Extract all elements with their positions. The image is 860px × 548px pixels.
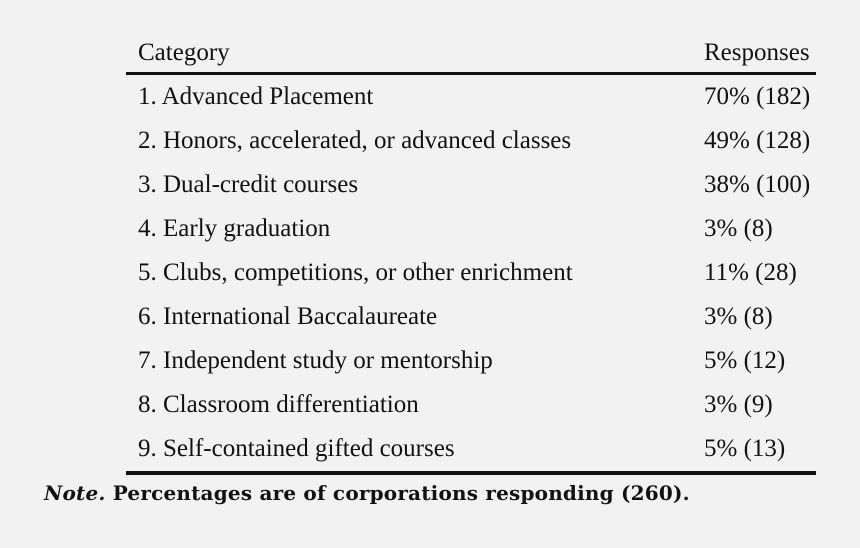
row-category: 7. Independent study or mentorship [138,347,493,374]
table-row [126,427,816,471]
table-note [44,481,690,505]
row-category: 4. Early graduation [138,215,331,242]
responses-table [126,30,816,475]
row-responses: 49% (128) [704,127,811,154]
table-row [126,251,816,295]
row-responses: 11% (28) [704,259,797,286]
table-row [126,295,816,339]
row-category: 9. Self-contained gifted courses [138,435,455,462]
row-responses: 38% (100) [704,171,811,198]
table-row [126,207,816,251]
row-category: 1. Advanced Placement [138,83,374,110]
row-responses: 3% (8) [704,303,773,330]
note-label: Note. [44,481,106,505]
table-row [126,163,816,207]
row-category: 3. Dual-credit courses [138,171,359,198]
header-category: Category [138,39,230,66]
table-row [126,383,816,427]
table-row [126,75,816,119]
header-responses: Responses [704,39,810,66]
table-header [126,30,816,75]
row-responses: 5% (13) [704,435,786,462]
table-row [126,119,816,163]
row-responses: 3% (9) [704,391,773,418]
table-row [126,339,816,383]
row-category: 6. International Baccalaureate [138,303,438,330]
row-category: 5. Clubs, competitions, or other enrichment [138,259,573,286]
row-responses: 5% (12) [704,347,786,374]
table-body [126,75,816,475]
note-text: Percentages are of corporations responding (260). [105,481,690,505]
row-responses: 3% (8) [704,215,773,242]
row-category: 2. Honors, accelerated, or advanced classes [138,127,572,154]
row-responses: 70% (182) [704,83,811,110]
row-category: 8. Classroom differentiation [138,391,419,418]
